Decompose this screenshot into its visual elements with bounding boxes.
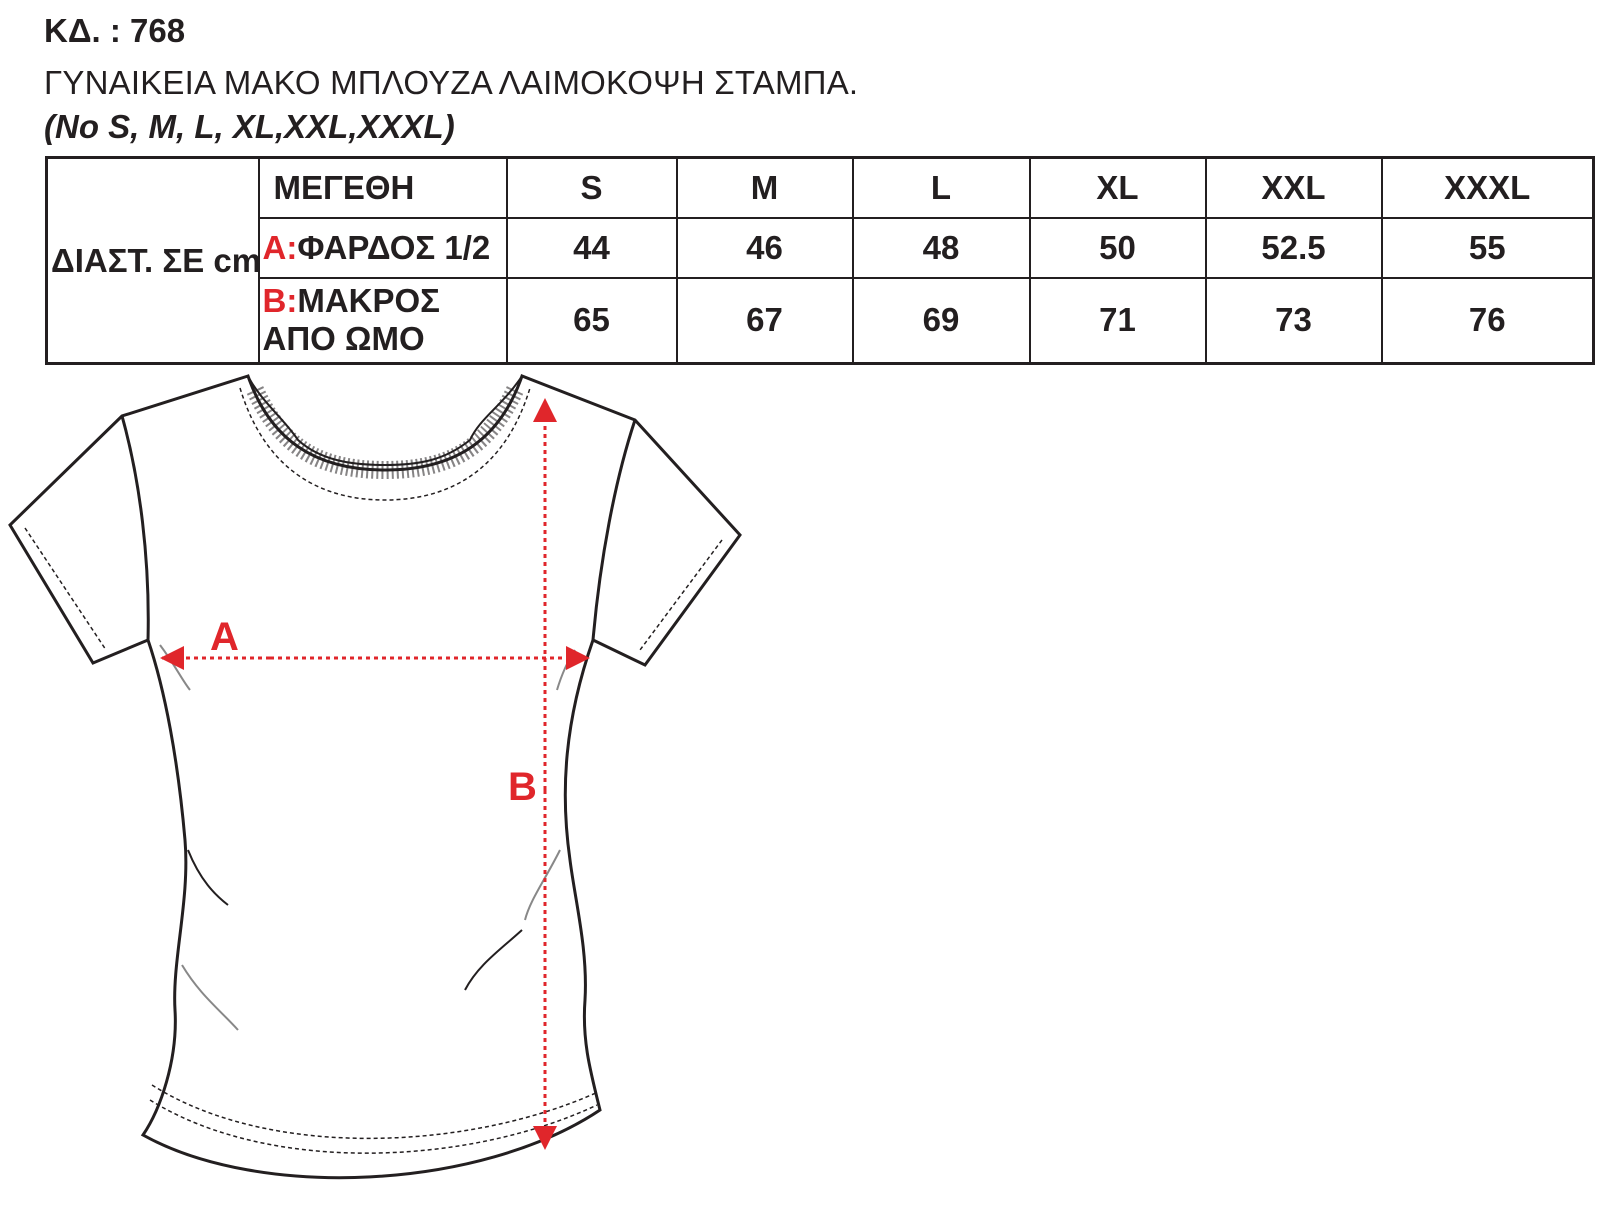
measurement-name-b: ΜΑΚΡΟΣ ΑΠΟ ΩΜΟ — [262, 282, 440, 358]
size-header-xxl: XXL — [1206, 158, 1382, 218]
value-b-l: 69 — [853, 278, 1030, 364]
value-b-xxxl: 76 — [1382, 278, 1594, 364]
sizes-header: ΜΕΓΕΘΗ — [259, 158, 507, 218]
size-chart-table — [45, 156, 1595, 365]
tshirt-outline — [10, 376, 740, 1178]
measurement-name-a: ΦΑΡΔΟΣ 1/2 — [297, 228, 491, 266]
value-a-l: 48 — [853, 218, 1030, 278]
size-header-xxxl: XXXL — [1382, 158, 1594, 218]
measure-b-label: B — [508, 765, 537, 809]
measure-a-label: A — [210, 615, 239, 659]
measurement-label-a — [259, 218, 507, 278]
available-sizes-note: (No S, M, L, XL,XXL,XXXL) — [44, 108, 455, 145]
value-a-xl: 50 — [1030, 218, 1206, 278]
value-a-m: 46 — [677, 218, 853, 278]
dimension-unit-label: ΔΙΑΣΤ. ΣΕ cm — [47, 158, 259, 364]
size-header-m: M — [677, 158, 853, 218]
value-b-m: 67 — [677, 278, 853, 364]
product-description: ΓΥΝΑΙΚΕΙΑ ΜΑΚΟ ΜΠΛΟΥΖΑ ΛΑΙΜΟΚΟΨΗ ΣΤΑΜΠΑ. — [44, 64, 859, 101]
value-a-s: 44 — [507, 218, 677, 278]
measurement-key-a: A: — [262, 228, 298, 266]
value-b-xl: 71 — [1030, 278, 1206, 364]
product-code: ΚΔ. : 768 — [44, 12, 186, 49]
measurement-label-b — [259, 278, 507, 364]
tshirt-technical-drawing — [0, 365, 780, 1200]
size-header-xl: XL — [1030, 158, 1206, 218]
size-header-s: S — [507, 158, 677, 218]
value-b-xxl: 73 — [1206, 278, 1382, 364]
value-b-s: 65 — [507, 278, 677, 364]
size-header-l: L — [853, 158, 1030, 218]
measurement-key-b: B: — [262, 282, 298, 320]
value-a-xxl: 52.5 — [1206, 218, 1382, 278]
value-a-xxxl: 55 — [1382, 218, 1594, 278]
